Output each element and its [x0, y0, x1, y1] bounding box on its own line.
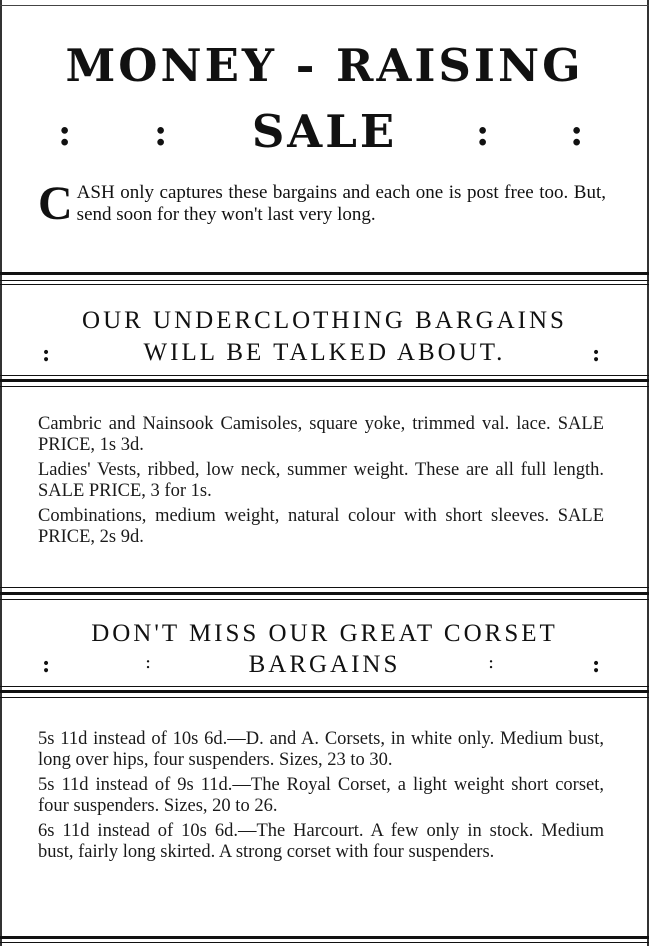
divider-rule	[0, 690, 649, 693]
sale-row	[0, 104, 649, 164]
list-item: Ladies' Vests, ribbed, low neck, summer weight. These are all full length. SALE PRICE, 3 for 1s.	[38, 460, 604, 501]
divider-rule	[0, 599, 649, 600]
section2-heading-line1: DON'T MISS OUR GREAT CORSET	[91, 620, 558, 647]
section2-items	[38, 729, 604, 867]
section2-colon: :	[42, 652, 51, 678]
section1-colon: :	[42, 341, 51, 367]
sale-colon: :	[58, 112, 72, 154]
divider-rule	[0, 686, 649, 687]
sale-title: SALE	[251, 105, 398, 158]
section2-colon: :	[145, 652, 152, 673]
divider-rule	[0, 587, 649, 588]
section1-heading-line1: OUR UNDERCLOTHING BARGAINS	[82, 307, 567, 334]
divider-rule	[0, 272, 649, 275]
dropcap: C	[38, 177, 73, 230]
list-item: Cambric and Nainsook Camisoles, square yoke, trimmed val. lace. SALE PRICE, 1s 3d.	[38, 414, 604, 455]
section1-colon: :	[592, 341, 601, 367]
list-item: 5s 11d instead of 9s 11d.—The Royal Corset, a light weight short corset, four suspenders. Sizes, 20 to 26.	[38, 775, 604, 816]
section2-colon: :	[592, 652, 601, 678]
divider-rule	[0, 379, 649, 382]
divider-rule	[0, 280, 649, 281]
list-item: 6s 11d instead of 10s 6d.—The Harcourt. A few only in stock. Medium bust, fairly long skirted. A strong corset with four suspenders.	[38, 821, 604, 862]
divider-rule	[0, 386, 649, 387]
section1-heading-line2: WILL BE TALKED ABOUT.	[143, 339, 506, 366]
section2-heading-line2: BARGAINS	[248, 651, 401, 678]
sale-colon: :	[570, 112, 584, 154]
divider-rule	[0, 375, 649, 376]
top-rule	[0, 5, 649, 6]
sale-colon: :	[154, 112, 168, 154]
intro-text: ASH only captures these bargains and each one is post free too. But, send soon for they won't last very long.	[76, 182, 606, 225]
divider-rule	[0, 942, 649, 943]
headline: MONEY - RAISING	[65, 39, 584, 92]
section1-items	[38, 414, 604, 552]
divider-rule	[0, 697, 649, 698]
divider-rule	[0, 936, 649, 939]
intro-paragraph	[38, 177, 606, 230]
divider-rule	[0, 592, 649, 595]
sale-colon: :	[476, 112, 490, 154]
divider-rule	[0, 284, 649, 285]
list-item: Combinations, medium weight, natural colour with short sleeves. SALE PRICE, 2s 9d.	[38, 506, 604, 547]
section2-colon: :	[488, 652, 495, 673]
list-item: 5s 11d instead of 10s 6d.—D. and A. Corsets, in white only. Medium bust, long over hips, four suspenders. Sizes, 23 to 30.	[38, 729, 604, 770]
